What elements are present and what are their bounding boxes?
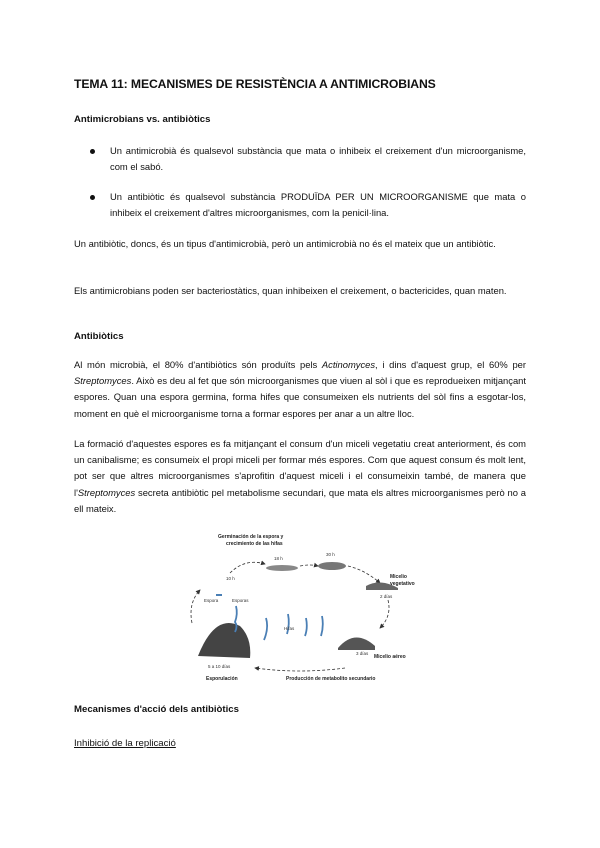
hypha-icon xyxy=(264,618,267,640)
section-heading-antibiotics: Antibiòtics xyxy=(74,331,124,342)
bullet-dot-icon xyxy=(90,149,95,154)
label-hifas: Hifas xyxy=(284,626,295,631)
hypha-icon xyxy=(321,616,323,636)
section-heading-mechanisms: Mecanismes d'acció dels antibiòtics xyxy=(74,704,239,715)
label-micelio-vegetativo: Micelio xyxy=(390,574,407,580)
label-micelio-aereo: Micelio aéreo xyxy=(374,654,406,660)
aerial-mycelium-icon xyxy=(338,637,375,650)
bullet-dot-icon xyxy=(90,195,95,200)
label-espora: Espora xyxy=(204,598,219,603)
label-esporas: Esporas xyxy=(232,598,249,603)
label-2dias: 2 días xyxy=(380,594,393,599)
label-5-10dias: 5 a 10 días xyxy=(208,664,231,669)
paragraph: Un antibiòtic, doncs, és un tipus d'antimicrobià, però un antimicrobià no és el mateix que un antibiòtic. xyxy=(74,238,496,249)
colony-18h-icon xyxy=(266,565,298,571)
label-produccion: Producción de metabolito secundario xyxy=(286,676,376,682)
paragraph: La formació d'aquestes espores es fa mitjançant el consum d'un miceli vegetatiu creat anteriorment, és com un canibalisme; es consumeix el propi miceli per formar més espores. Com que aquest consum és molt lent, pot ser que altres microorganismes s'aprofitin d'aquest miceli i el consumeixin també, de manera que l'Streptomyces secreta antibiòtic pel metabolisme secundari, que mata els altres microorganismes però no a ell mateix. xyxy=(74,438,526,514)
bullet-text: Un antimicrobià és qualsevol substància que mata o inhibeix el creixement d'un microorganisme, com el sabó. xyxy=(110,145,526,173)
sporulating-colony-icon xyxy=(198,623,250,658)
bullet-antibiotic xyxy=(90,189,526,221)
label-germination: Germinación de la espora y xyxy=(218,534,284,540)
bullet-text: Un antibiòtic és qualsevol substància PRODUÏDA PER UN MICROORGANISME que mata o inhibeix el creixement d'altres microorganismes, com la penicil·lina. xyxy=(110,191,526,219)
label-micelio-vegetativo-2: vegetativo xyxy=(390,581,415,587)
hypha-icon xyxy=(287,614,289,634)
subheading-replication: Inhibició de la replicació xyxy=(74,738,176,749)
streptomyces-lifecycle-figure xyxy=(170,528,420,690)
paragraph: Al món microbià, el 80% d'antibiòtics són produïts pels Actinomyces, i dins d'aquest grup, el 60% per Streptomyces. Això es deu al fet que són microorganismes que viuen al sòl i que es reprodueixen mitjançant espores. Quan una espora germina, forma hifes que consumeixen els nutrients del sòl fins a esgotar-los, moment en què el microorganisme torna a formar espores per anar a un altre lloc. xyxy=(74,359,526,419)
label-3dias: 3 días xyxy=(356,651,369,656)
spore-icon xyxy=(216,594,222,596)
section-heading-antimicrobials: Antimicrobians vs. antibiòtics xyxy=(74,114,211,125)
colony-30h-icon xyxy=(318,562,346,570)
label-18h: 18 h xyxy=(274,556,283,561)
bullet-antimicrobial xyxy=(90,143,526,175)
label-germination-2: crecimiento de las hifas xyxy=(226,541,283,547)
page-title: TEMA 11: MECANISMES DE RESISTÈNCIA A ANTIMICROBIANS xyxy=(74,77,436,91)
label-10h: 10 h xyxy=(226,576,235,581)
paragraph: Els antimicrobians poden ser bacteriostàtics, quan inhibeixen el creixement, o bactericides, quan maten. xyxy=(74,285,507,296)
label-30h: 30 h xyxy=(326,552,335,557)
hypha-icon xyxy=(305,618,307,636)
label-esporulacion: Esporulación xyxy=(206,676,238,682)
